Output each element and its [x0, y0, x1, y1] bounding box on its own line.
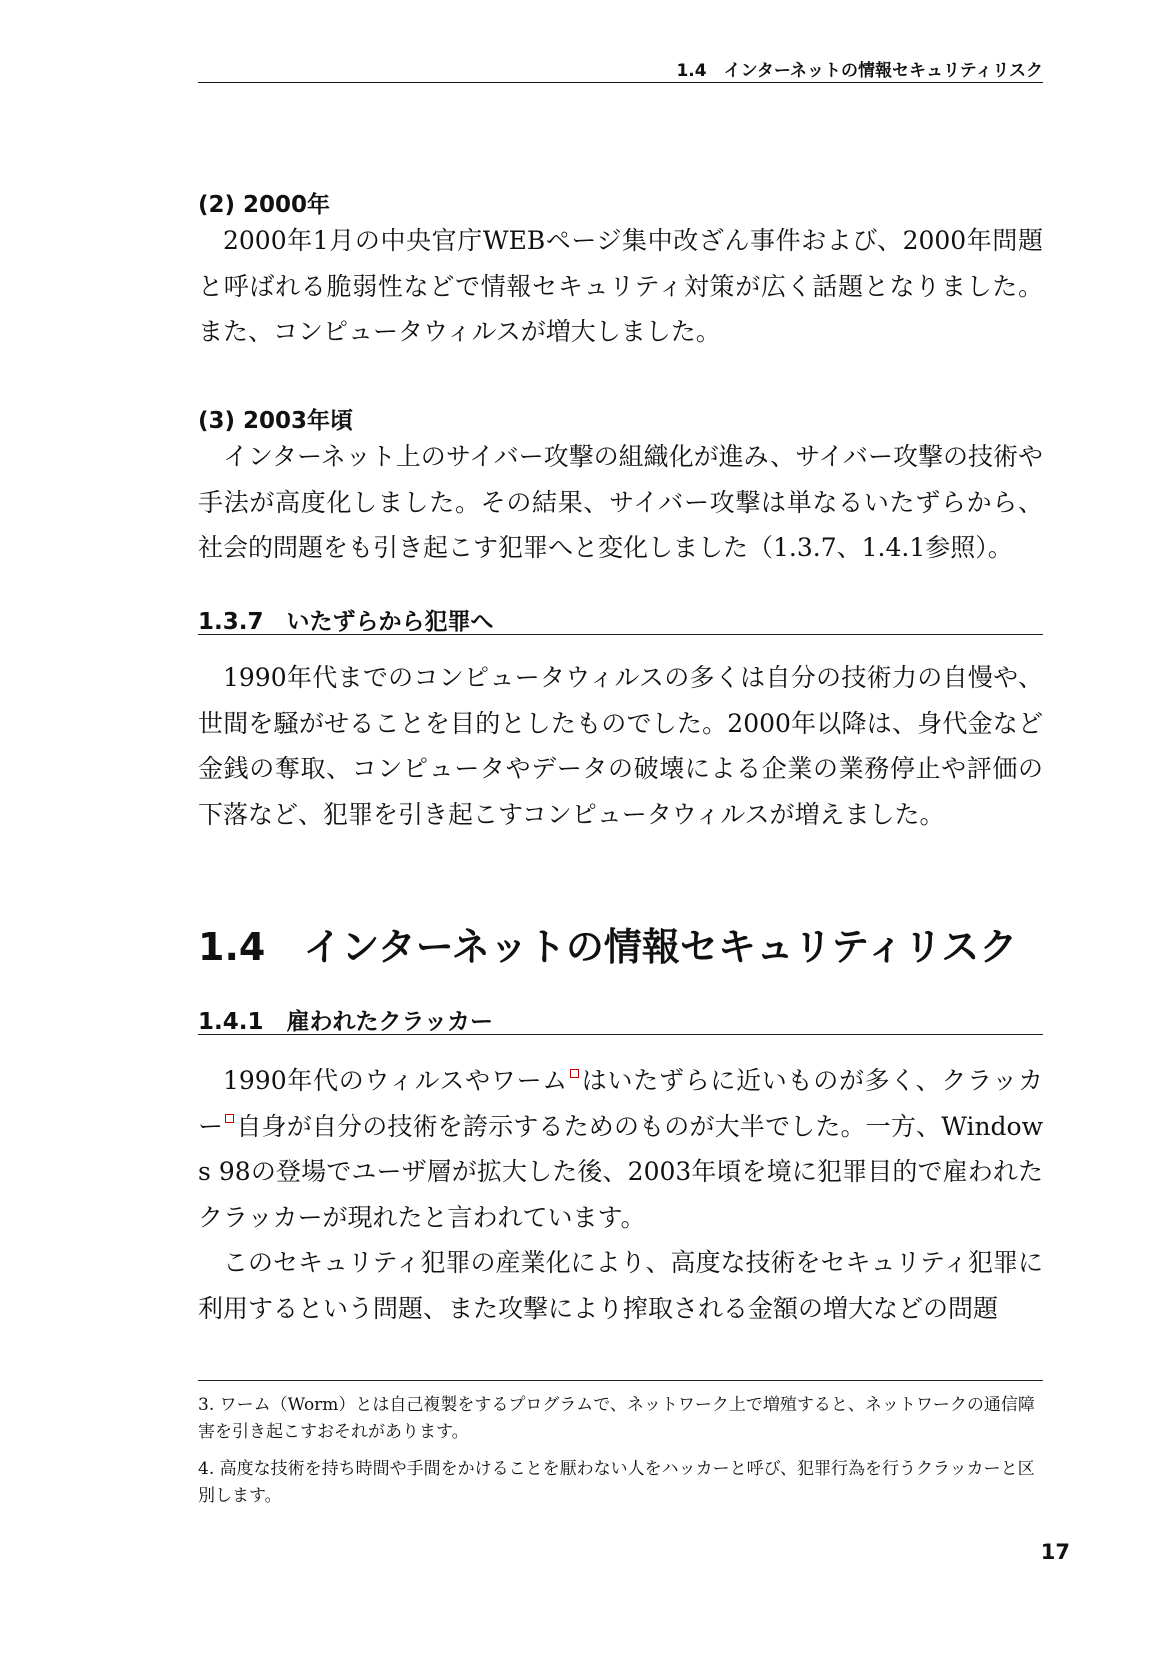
- heading-2000: (2) 2000年: [198, 192, 331, 218]
- footnote-marker-4[interactable]: [225, 1114, 234, 1123]
- paragraph-1-4-1-a: [198, 1058, 1043, 1240]
- paragraph-2003: インターネット上のサイバー攻撃の組織化が進み、サイバー攻撃の技術や手法が高度化しました。その結果、サイバー攻撃は単なるいたずらから、社会的問題をも引き起こす犯罪へと変化しました（1.3.7、1.4.1参照）。: [198, 442, 1043, 562]
- footnote-3: 3. ワーム（Worm）とは自己複製をするプログラムで、ネットワーク上で増殖すると、ネットワークの通信障害を引き起こすおそれがあります。: [198, 1395, 1035, 1442]
- para-text-part2: はいたずらに近いものが多く、クラッカー: [198, 1066, 1043, 1141]
- paragraph-2000: 2000年1月の中央官庁WEBページ集中改ざん事件および、2000年問題と呼ばれる脆弱性などで情報セキュリティ対策が広く話題となりました。また、コンピュータウィルスが増大しました。: [198, 226, 1043, 346]
- section-rule-1-3-7: [198, 634, 1043, 635]
- paragraph-1-4-1-b: このセキュリティ犯罪の産業化により、高度な技術をセキュリティ犯罪に利用するという問題、また攻撃により搾取される金額の増大などの問題: [198, 1248, 1044, 1323]
- footnote-4: 4. 高度な技術を持ち時間や手間をかけることを厭わない人をハッカーと呼び、犯罪行為を行うクラッカーと区別します。: [198, 1459, 1035, 1506]
- header-rule: [198, 82, 1043, 83]
- heading-1-3-7: 1.3.7 いたずらから犯罪へ: [198, 609, 494, 635]
- footnote-marker-3[interactable]: [570, 1069, 579, 1078]
- chapter-heading-1-4: 1.4 インターネットの情報セキュリティリスク: [198, 925, 1018, 969]
- heading-1-4-1: 1.4.1 雇われたクラッカー: [198, 1009, 494, 1035]
- footnote-rule: [198, 1380, 1043, 1381]
- heading-2003: (3) 2003年頃: [198, 408, 354, 434]
- page-number: 17: [1040, 1540, 1070, 1564]
- para-text-part1: 1990年代のウィルスやワーム: [223, 1066, 569, 1095]
- para-text-part3: 自身が自分の技術を誇示するためのものが大半でした。一方、Windows 98の登場でユーザ層が拡大した後、2003年頃を境に犯罪目的で雇われたクラッカーが現れたと言われています。: [198, 1111, 1043, 1232]
- paragraph-1-3-7: 1990年代までのコンピュータウィルスの多くは自分の技術力の自慢や、世間を騒がせることを目的としたものでした。2000年以降は、身代金など金銭の奪取、コンピュータやデータの破壊による企業の業務停止や評価の下落など、犯罪を引き起こすコンピュータウィルスが増えました。: [198, 663, 1043, 829]
- section-rule-1-4-1: [198, 1034, 1043, 1035]
- running-header: 1.4 インターネットの情報セキュリティリスク: [676, 61, 1043, 81]
